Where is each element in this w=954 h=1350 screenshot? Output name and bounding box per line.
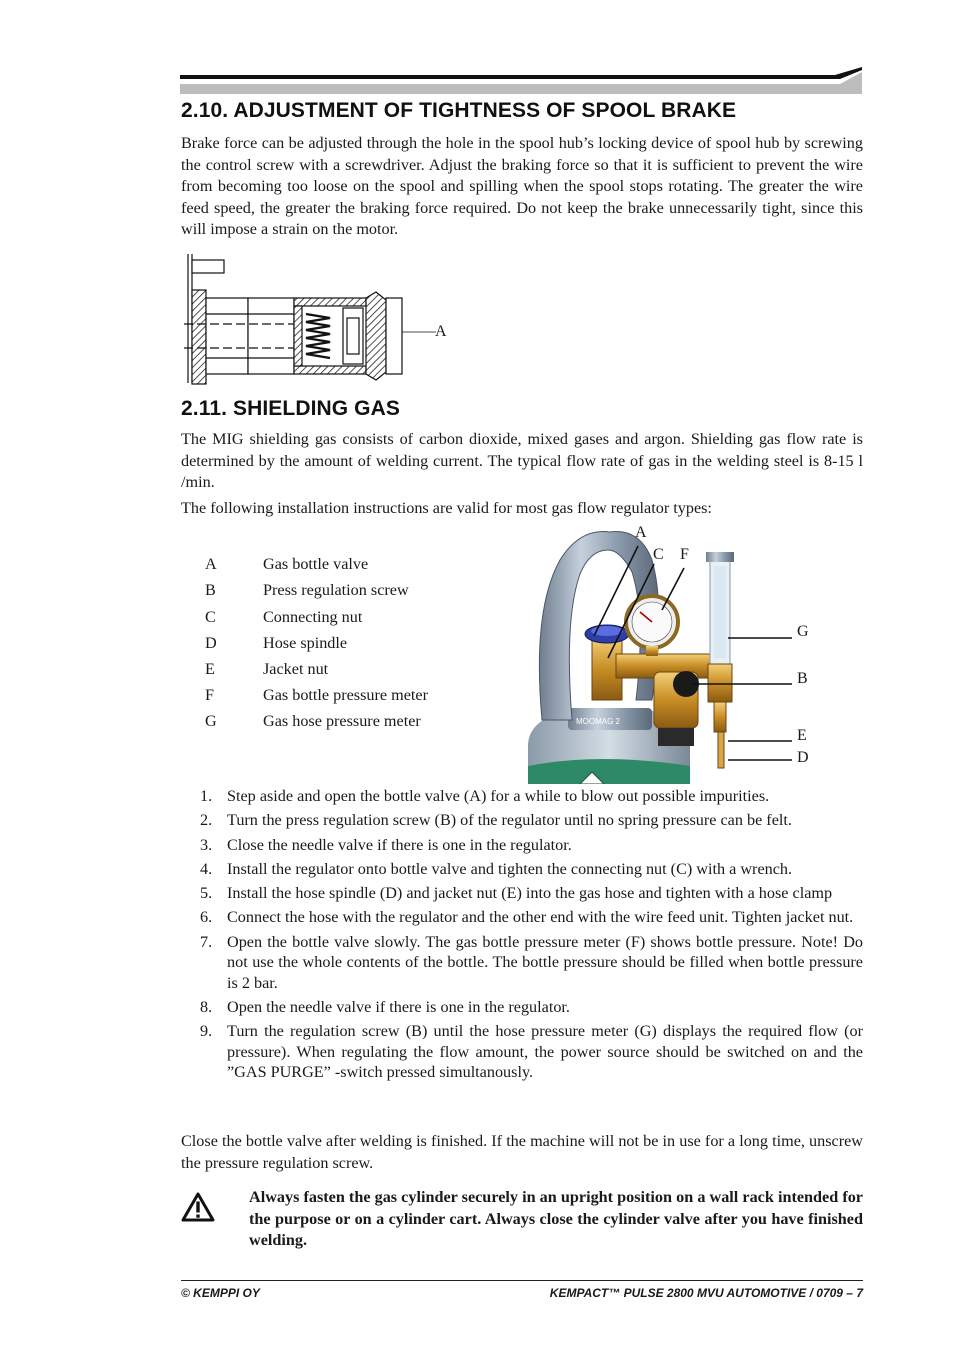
photo-label-a: A [635, 524, 647, 541]
legend-letter: E [205, 660, 215, 678]
closing-paragraph: Close the bottle valve after welding is finished. If the machine will not be in use for a long time, unscrew the pressure regulation screw. [181, 1132, 863, 1172]
footer-copyright: © KEMPPI OY [181, 1286, 260, 1300]
step-number: 5. [200, 884, 213, 903]
warning-triangle-icon [181, 1192, 215, 1222]
step-number: 2. [200, 811, 213, 830]
spool-brake-diagram [180, 252, 460, 387]
step-number: 6. [200, 908, 213, 927]
legend-text: Gas hose pressure meter [263, 712, 421, 730]
header-rule [180, 66, 864, 96]
footer-document-id: KEMPACT™ PULSE 2800 MVU AUTOMOTIVE / 0709 – 7 [549, 1286, 863, 1300]
step-number: 3. [200, 835, 213, 854]
list-item [200, 883, 863, 903]
step-number: 1. [200, 787, 213, 805]
photo-label-g: G [797, 623, 809, 640]
photo-label-c: C [653, 546, 664, 563]
legend-text: Hose spindle [263, 634, 348, 652]
photo-label-b: B [797, 670, 808, 687]
step-text: Connect the hose with the regulator and the other end with the wire feed unit. Tighten jacket nut. [227, 908, 854, 927]
photo-label-e: E [797, 727, 807, 744]
legend-letter: D [205, 634, 217, 652]
legend-text: Gas bottle valve [263, 555, 369, 573]
photo-label-f: F [680, 546, 689, 563]
step-text: Close the needle valve if there is one in the regulator. [227, 835, 572, 854]
legend-text: Connecting nut [263, 608, 363, 626]
installation-steps [200, 786, 863, 1086]
section-heading-spool-brake: 2.10. ADJUSTMENT OF TIGHTNESS OF SPOOL BRAKE [181, 99, 737, 122]
list-item [200, 859, 863, 879]
step-text: Install the regulator onto bottle valve and tighten the connecting nut (C) with a wrench. [227, 859, 793, 878]
list-item [200, 1021, 863, 1082]
step-text: Install the hose spindle (D) and jacket nut (E) into the gas hose and tighten with a hose clamp [227, 884, 833, 903]
section-heading-shielding-gas: 2.11. SHIELDING GAS [181, 397, 400, 420]
step-text: Turn the regulation screw (B) until the hose pressure meter (G) displays the required flow (or pressure). When regulating the flow amount, the power source should be switched on and the ”GAS PURGE” -switch pressed simultanously. [227, 1022, 863, 1081]
step-text: Turn the press regulation screw (B) of the regulator until no spring pressure can be felt. [227, 811, 792, 830]
legend-text: Press regulation screw [263, 581, 409, 599]
step-text: Open the bottle valve slowly. The gas bottle pressure meter (F) shows bottle pressure. Note! Do not use the whole contents of the bottle. The bottle pressure should be filled when bottle pressure is 2 bar. [227, 932, 863, 992]
legend-letter: C [205, 608, 216, 626]
list-item [200, 907, 863, 927]
step-text: Step aside and open the bottle valve (A) for a while to blow out possible impurities. [227, 787, 770, 805]
legend-letter: B [205, 581, 216, 599]
installation-intro: The following installation instructions are valid for most gas flow regulator types: [181, 499, 712, 517]
legend-text: Gas bottle pressure meter [263, 686, 428, 704]
legend-letter: A [205, 555, 217, 573]
list-item [200, 810, 863, 830]
spool-brake-paragraph: Brake force can be adjusted through the hole in the spool hub’s locking device of spool hub by screwing the control screw with a screwdriver. Adjust the braking force so that it is sufficient to prevent the wire from becoming too loose on the spool and spilling when the spool stops rotating. The greater the wire feed speed, the greater the braking force required. Do not keep the brake unnecessarily tight, since this will impose a strain on the motor. [181, 134, 863, 239]
legend-text: Jacket nut [263, 660, 329, 678]
list-item [200, 997, 863, 1017]
list-item [200, 835, 863, 855]
brake-figure-label-a: A [435, 323, 447, 340]
gas-regulator-photo [520, 520, 820, 784]
list-item [200, 932, 863, 993]
warning-text: Always fasten the gas cylinder securely in an upright position on a wall rack intended for the purpose or on a cylinder cart. Always close the cylinder valve after you have finished welding. [249, 1188, 863, 1250]
cylinder-label: MOOMAG 2 [576, 717, 621, 726]
step-number: 8. [200, 997, 213, 1016]
shielding-gas-paragraph: The MIG shielding gas consists of carbon dioxide, mixed gases and argon. Shielding gas flow rate is determined by the amount of welding current. The typical flow rate of gas in the welding steel is 8-15 l /min. [181, 430, 863, 492]
footer-rule [181, 1280, 863, 1281]
photo-label-d: D [797, 749, 809, 766]
list-item [200, 786, 863, 806]
step-number: 7. [200, 932, 213, 951]
step-number: 9. [200, 1022, 213, 1041]
step-number: 4. [200, 859, 213, 878]
legend-letter: G [205, 712, 217, 730]
legend-letter: F [205, 686, 215, 704]
step-text: Open the needle valve if there is one in the regulator. [227, 997, 570, 1016]
